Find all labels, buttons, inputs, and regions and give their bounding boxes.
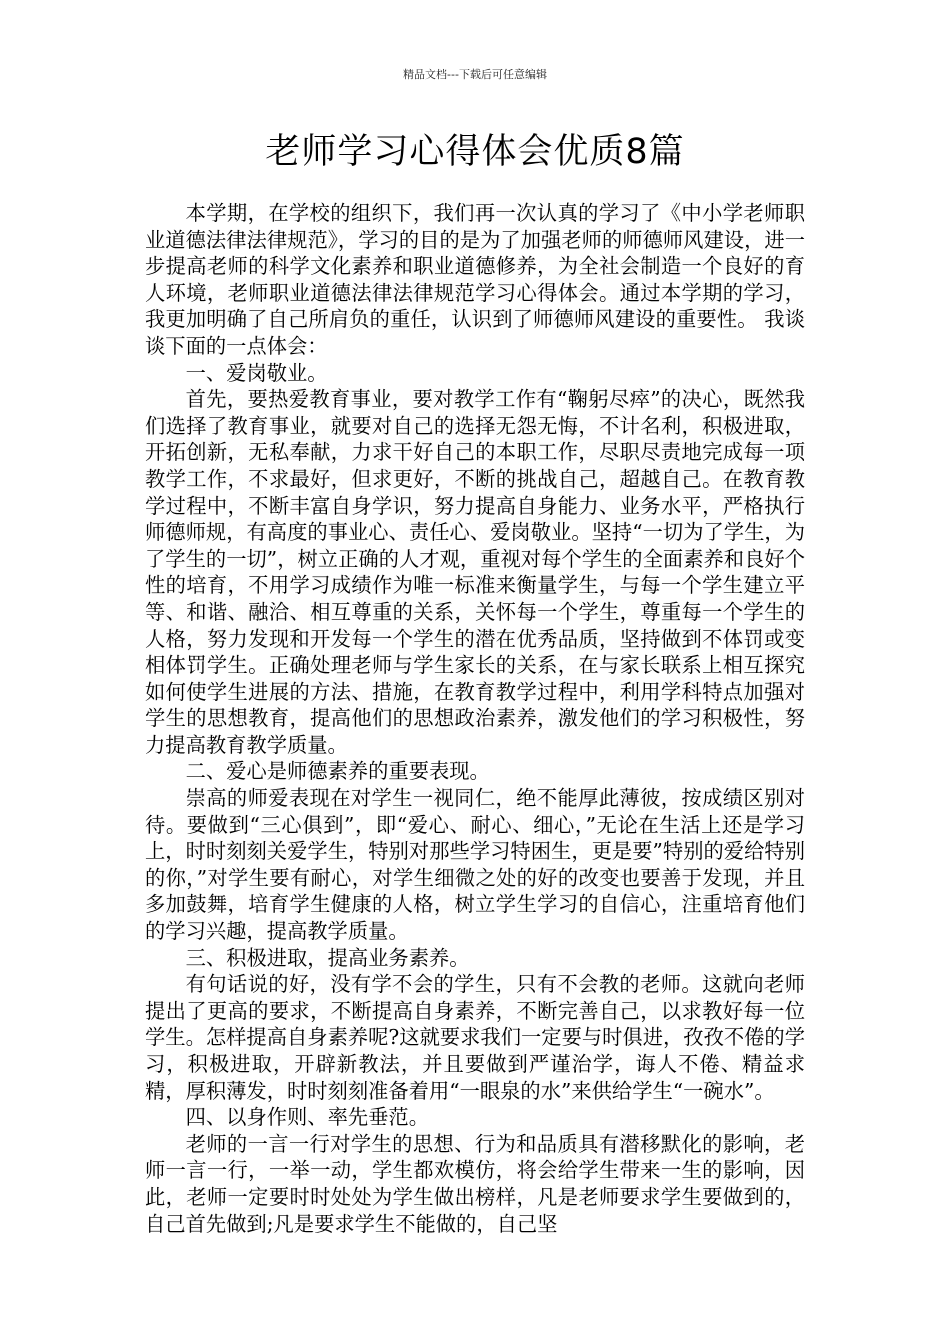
section-heading-1: 一、爱岗敬业。 xyxy=(185,360,328,385)
section-heading-4: 四、以身作则、率先垂范。 xyxy=(185,1105,429,1130)
paragraph-intro: 本学期，在学校的组织下，我们再一次认真的学习了《中小学老师职业道德法律法律规范》，学习的目的是为了加强老师的师德师风建设，进一步提高老师的科学文化素养和职业道德修养，为全社会制造一个良好的育人环境，老师职业道德法律法律规范学习心得体会。通过本学期的学习，我更加明确了自己所肩负的重任，认识到了师德师风建设的重要性。 我谈谈下面的一点体会： xyxy=(145,201,805,358)
paragraph-section-1: 首先，要热爱教育事业，要对教学工作有“鞠躬尽瘁”的决心，既然我们选择了教育事业，就要对自己的选择无怨无悔，不计名利，积极进取，开拓创新，无私奉献，力求干好自己的本职工作，尽职尽责地完成每一项教学工作，不求最好，但求更好，不断的挑战自己，超越自己。在教育教学过程中，不断丰富自身学识，努力提高自身能力、业务水平，严格执行师德师规，有高度的事业心、责任心、爱岗敬业。坚持“一切为了学生，为了学生的一切”，树立正确的人才观，重视对每个学生的全面素养和良好个性的培育，不用学习成绩作为唯一标准来衡量学生，与每一个学生建立平等、和谐、融洽、相互尊重的关系，关怀每一个学生，尊重每一个学生的人格，努力发现和开发每一个学生的潜在优秀品质，坚持做到不体罚或变相体罚学生。正确处理老师与学生家长的关系，在与家长联系上相互探究如何使学生进展的方法、措施，在教育教学过程中，利用学科特点加强对学生的思想教育，提高他们的思想政治素养，激发他们的学习积极性，努力提高教育教学质量。 xyxy=(145,387,805,757)
paragraph-section-4: 老师的一言一行对学生的思想、行为和品质具有潜移默化的影响，老师一言一行，一举一动，学生都欢模仿，将会给学生带来一生的影响，因此，老师一定要时时处处为学生做出榜样，凡是老师要求学生要做到的，自己首先做到;凡是要求学生不能做的，自己坚 xyxy=(145,1131,805,1236)
document-body xyxy=(145,200,805,1237)
section-heading-2: 二、爱心是师德素养的重要表现。 xyxy=(185,759,490,784)
section-heading-3: 三、积极进取，提高业务素养。 xyxy=(185,945,470,970)
paragraph-section-3: 有句话说的好，没有学不会的学生，只有不会教的老师。这就向老师提出了更高的要求，不断提高自身素养，不断完善自己，以求教好每一位学生。怎样提高自身素养呢?这就要求我们一定要与时俱进，孜孜不倦的学习，积极进取，开辟新教法，并且要做到严谨治学，诲人不倦、精益求精，厚积薄发，时时刻刻准备着用“一眼泉的水”来供给学生“一碗水”。 xyxy=(145,972,805,1103)
header-note: 精品文档---下载后可任意编辑 xyxy=(403,68,547,81)
paragraph-section-2: 崇高的师爱表现在对学生一视同仁，绝不能厚此薄彼，按成绩区别对待。要做到“三心俱到”，即“爱心、耐心、细心，”无论在生活上还是学习上，时时刻刻关爱学生，特别对那些学习特困生，更是要”特别的爱给特别的你，”对学生要有耐心，对学生细微之处的好的改变也要善于发现，并且多加鼓舞，培育学生健康的人格，树立学生学习的自信心，注重培育他们的学习兴趣，提高教学质量。 xyxy=(145,786,805,944)
document-title: 老师学习心得体会优质8篇 xyxy=(265,132,685,172)
